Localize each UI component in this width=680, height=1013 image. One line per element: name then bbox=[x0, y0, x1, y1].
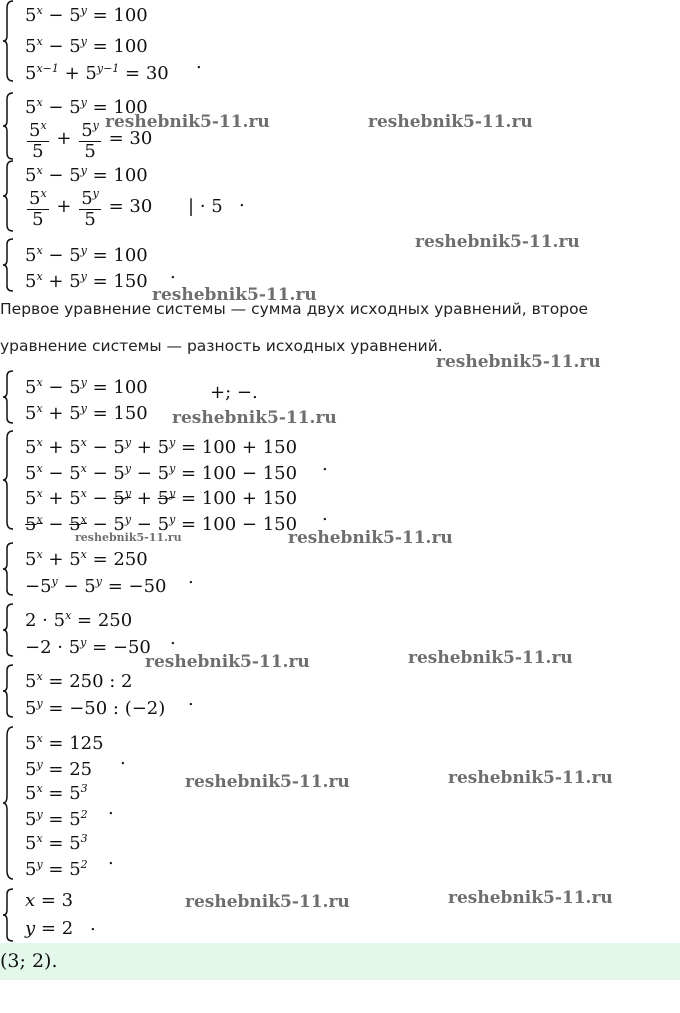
explanation-line-1: Первое уравнение системы — сумма двух исходных уравнений, второе bbox=[0, 300, 589, 318]
brace-icon bbox=[2, 542, 15, 596]
equation: $5^x - 5^x - 5^y - 5^y = 100 - 150$ bbox=[25, 462, 298, 484]
explanation-line-2: уравнение системы — разность исходных уравнений. bbox=[0, 337, 443, 355]
equation: $\frac{5^x}{5}$ + $\frac{5^y}{5}$ = 30 | · 5 bbox=[25, 184, 223, 230]
watermark: reshebnik5-11.ru bbox=[75, 531, 182, 544]
equation: $2 \cdot 5^x = 250$ bbox=[25, 609, 133, 631]
watermark: reshebnik5-11.ru bbox=[368, 112, 533, 132]
equation: $-2 \cdot 5^y = -50$ bbox=[25, 636, 151, 658]
equation: $5^x - 5^y = 100$ bbox=[25, 376, 148, 398]
brace-icon bbox=[2, 92, 15, 160]
equation: $5^x - 5^y = 100$ bbox=[25, 164, 148, 186]
watermark: reshebnik5-11.ru bbox=[448, 888, 613, 908]
equation: $5^x - 5^y = 100$ bbox=[25, 4, 148, 26]
watermark: reshebnik5-11.ru bbox=[288, 528, 453, 548]
equation: y = 2 bbox=[25, 918, 74, 939]
equation: $5^x = 5^3$ bbox=[25, 832, 88, 854]
brace-icon bbox=[2, 160, 15, 232]
equation: $5^y = -50$ : (−2) bbox=[25, 697, 166, 719]
equation: $5^x = 250$ : 2 bbox=[25, 670, 133, 692]
equation: $5^x + 5^x - 5^y + 5^y = 100 + 150$ bbox=[25, 487, 298, 509]
watermark: reshebnik5-11.ru bbox=[152, 285, 317, 305]
answer-text: (3; 2). bbox=[0, 950, 58, 972]
equation: $5^x + 5^y = 150$ bbox=[25, 270, 148, 292]
operations-note: +; −. bbox=[210, 382, 258, 403]
brace-icon bbox=[2, 664, 15, 718]
equation: x = 3 bbox=[25, 890, 74, 911]
equation: $5^y = 5^2$ bbox=[25, 858, 88, 880]
equation: $5^{x-1} + 5^{y-1} = 30$ bbox=[25, 62, 169, 84]
brace-icon bbox=[2, 238, 15, 292]
watermark: reshebnik5-11.ru bbox=[172, 408, 337, 428]
watermark: reshebnik5-11.ru bbox=[448, 768, 613, 788]
watermark: reshebnik5-11.ru bbox=[185, 892, 350, 912]
equation: $5^y = 5^2$ bbox=[25, 808, 88, 830]
answer-box bbox=[0, 943, 680, 980]
brace-icon bbox=[2, 726, 15, 880]
brace-icon bbox=[2, 430, 15, 530]
equation: $5^x - 5^y = 100$ bbox=[25, 244, 148, 266]
equation: $5^x + 5^x = 250$ bbox=[25, 548, 148, 570]
equation: $5^x = 5^3$ bbox=[25, 782, 88, 804]
brace-icon bbox=[2, 603, 15, 657]
watermark: reshebnik5-11.ru bbox=[105, 112, 270, 132]
equation: $5^x + 5^x - 5^y + 5^y = 100 + 150$ bbox=[25, 436, 298, 458]
watermark: reshebnik5-11.ru bbox=[436, 352, 601, 372]
brace-icon bbox=[2, 888, 15, 942]
equation: $5^x - 5^x - 5^y - 5^y = 100 - 150$ bbox=[25, 513, 298, 535]
brace-icon bbox=[2, 370, 15, 424]
equation: $5^x + 5^y = 150$ bbox=[25, 402, 148, 424]
watermark: reshebnik5-11.ru bbox=[408, 648, 573, 668]
brace-icon bbox=[2, 0, 15, 82]
equation: $5^x = 125$ bbox=[25, 732, 104, 754]
equation: $\frac{5^x}{5}$ + $\frac{5^y}{5}$ = 30 bbox=[25, 116, 152, 162]
equation: $-5^y - 5^y = -50$ bbox=[25, 575, 167, 597]
watermark: reshebnik5-11.ru bbox=[415, 232, 580, 252]
equation: $5^x - 5^y = 100$ bbox=[25, 35, 148, 57]
equation: $5^y = 25$ bbox=[25, 758, 93, 780]
equation: $5^x - 5^y = 100$ bbox=[25, 96, 148, 118]
watermark: reshebnik5-11.ru bbox=[185, 772, 350, 792]
watermark: reshebnik5-11.ru bbox=[145, 652, 310, 672]
